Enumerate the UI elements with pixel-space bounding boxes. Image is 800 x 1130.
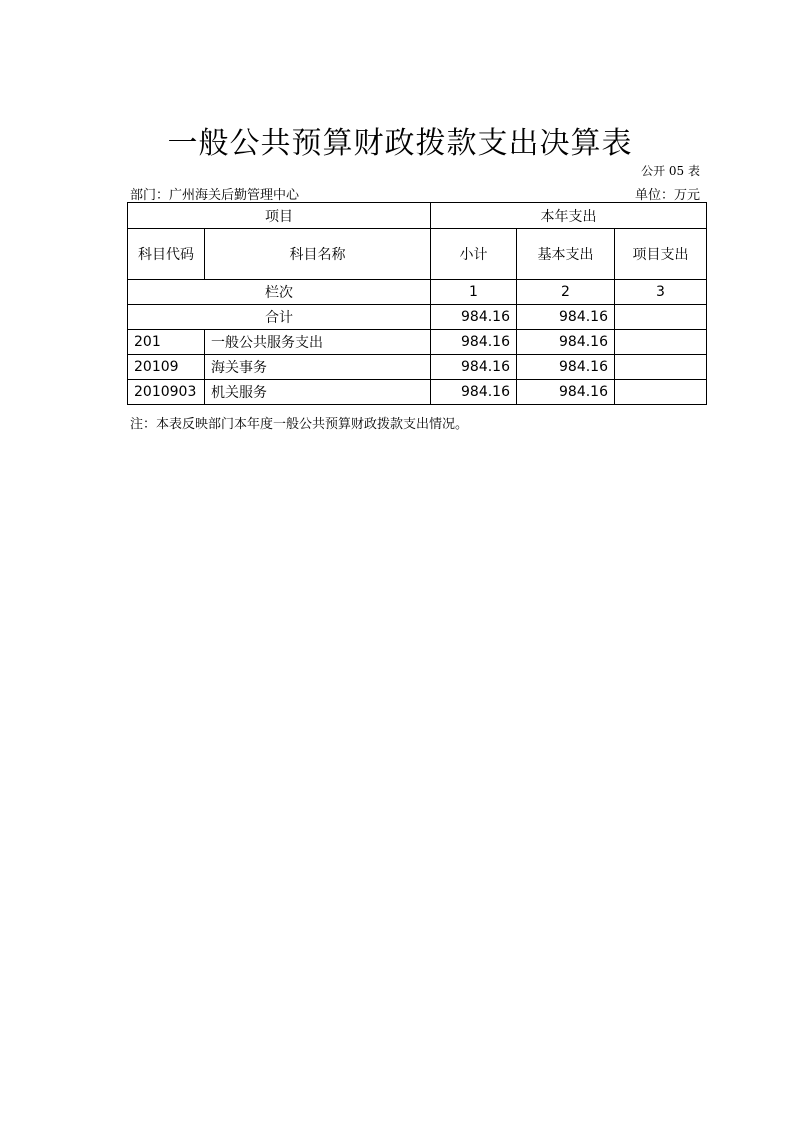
header-subtotal: 小计 xyxy=(431,229,517,280)
row-basic: 984.16 xyxy=(517,355,615,380)
table-note: 注：本表反映部门本年度一般公共预算财政拨款支出情况。 xyxy=(130,417,469,432)
row-project xyxy=(615,380,707,405)
row-code: 20109 xyxy=(128,355,205,380)
total-subtotal: 984.16 xyxy=(431,305,517,330)
header-row-2 xyxy=(128,229,707,280)
row-basic: 984.16 xyxy=(517,330,615,355)
column-index-row xyxy=(128,280,707,305)
department-label: 部门：广州海关后勤管理中心 xyxy=(130,188,300,203)
page-title: 一般公共预算财政拨款支出决算表 xyxy=(167,126,633,161)
form-number: 公开 05 表 xyxy=(641,164,700,178)
unit-label: 单位：万元 xyxy=(634,188,700,203)
header-row-1 xyxy=(128,203,707,229)
column-index-3: 3 xyxy=(615,280,707,305)
header-code: 科目代码 xyxy=(128,229,205,280)
row-subtotal: 984.16 xyxy=(431,380,517,405)
header-basic: 基本支出 xyxy=(517,229,615,280)
row-code: 201 xyxy=(128,330,205,355)
header-current-year: 本年支出 xyxy=(431,203,707,229)
total-label: 合计 xyxy=(128,305,431,330)
header-name: 科目名称 xyxy=(205,229,431,280)
row-project xyxy=(615,355,707,380)
row-name: 海关事务 xyxy=(205,355,431,380)
table-row xyxy=(128,330,707,355)
row-name: 机关服务 xyxy=(205,380,431,405)
row-name: 一般公共服务支出 xyxy=(205,330,431,355)
header-project-expense: 项目支出 xyxy=(615,229,707,280)
row-subtotal: 984.16 xyxy=(431,355,517,380)
total-row xyxy=(128,305,707,330)
header-project: 项目 xyxy=(128,203,431,229)
row-subtotal: 984.16 xyxy=(431,330,517,355)
column-index-1: 1 xyxy=(431,280,517,305)
row-basic: 984.16 xyxy=(517,380,615,405)
row-project xyxy=(615,330,707,355)
budget-table xyxy=(127,202,707,405)
total-basic: 984.16 xyxy=(517,305,615,330)
table-row xyxy=(128,380,707,405)
row-code: 2010903 xyxy=(128,380,205,405)
column-index-2: 2 xyxy=(517,280,615,305)
total-project xyxy=(615,305,707,330)
table-row xyxy=(128,355,707,380)
column-index-label: 栏次 xyxy=(128,280,431,305)
